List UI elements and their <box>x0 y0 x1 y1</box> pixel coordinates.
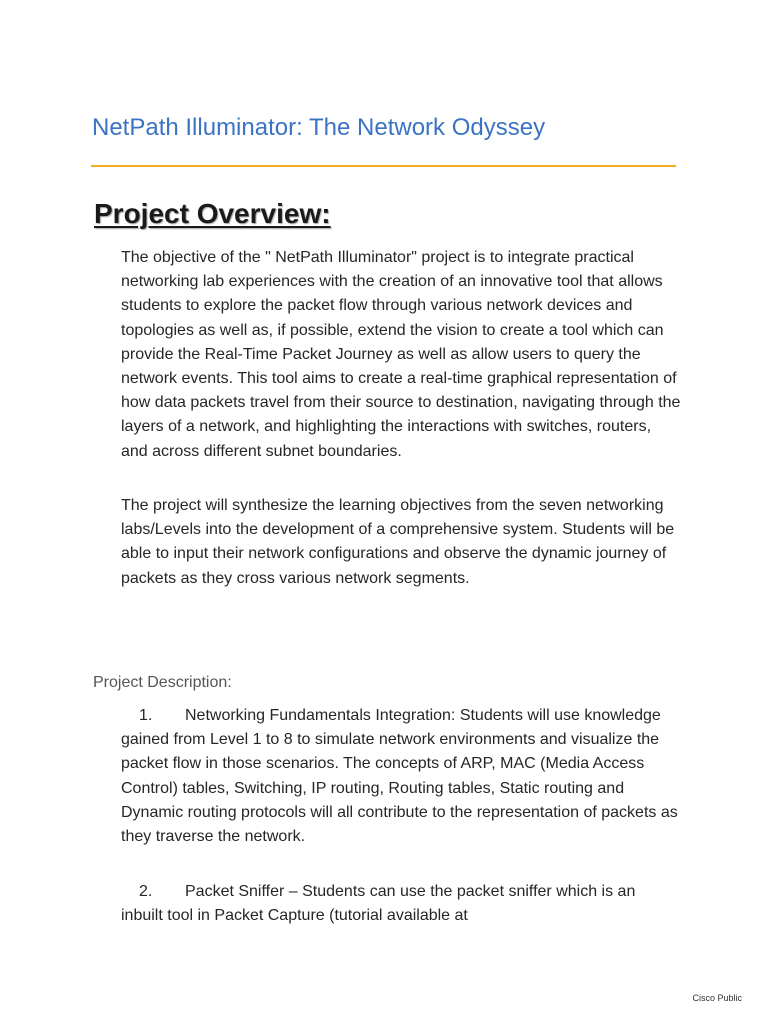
project-description-heading: Project Description: <box>93 674 232 691</box>
overview-paragraph: The project will synthesize the learning objectives from the seven networking labs/Levels into the development of a comprehensive system. Students will be able to input their network configurations and observe the dynamic journey of packets as they cross various network segments. <box>121 497 675 587</box>
list-item-number: 2. <box>139 883 153 900</box>
list-item-number: 1. <box>139 707 153 724</box>
title-divider <box>91 165 676 167</box>
list-item-text: Packet Sniffer – Students can use the packet sniffer which is an inbuilt tool in Packet Capture (tutorial available at <box>121 883 636 925</box>
project-overview-heading: Project Overview: <box>94 198 331 229</box>
classification-label: Cisco Public <box>692 993 742 1003</box>
document-title: NetPath Illuminator: The Network Odyssey <box>92 114 546 141</box>
list-item <box>121 704 681 849</box>
overview-paragraph: The objective of the " NetPath Illuminator" project is to integrate practical networking lab experiences with the creation of an innovative tool that allows students to explore the packet flow through various network devices and topologies as well as, if possible, extend the vision to create a tool which can provide the Real-Time Packet Journey as well as allow users to query the network events. This tool aims to create a real-time graphical representation of how data packets travel from their source to destination, navigating through the layers of a network, and highlighting the interactions with switches, routers, and across different subnet boundaries. <box>121 249 681 460</box>
list-item-text: Networking Fundamentals Integration: Students will use knowledge gained from Level 1 to 8 to simulate network environments and visualize the packet flow in those scenarios. The concepts of ARP, MAC (Media Access Control) tables, Switching, IP routing, Routing tables, Static routing and Dynamic routing protocols will all contribute to the representation of packets as they traverse the network. <box>121 707 678 846</box>
list-item <box>121 880 681 928</box>
